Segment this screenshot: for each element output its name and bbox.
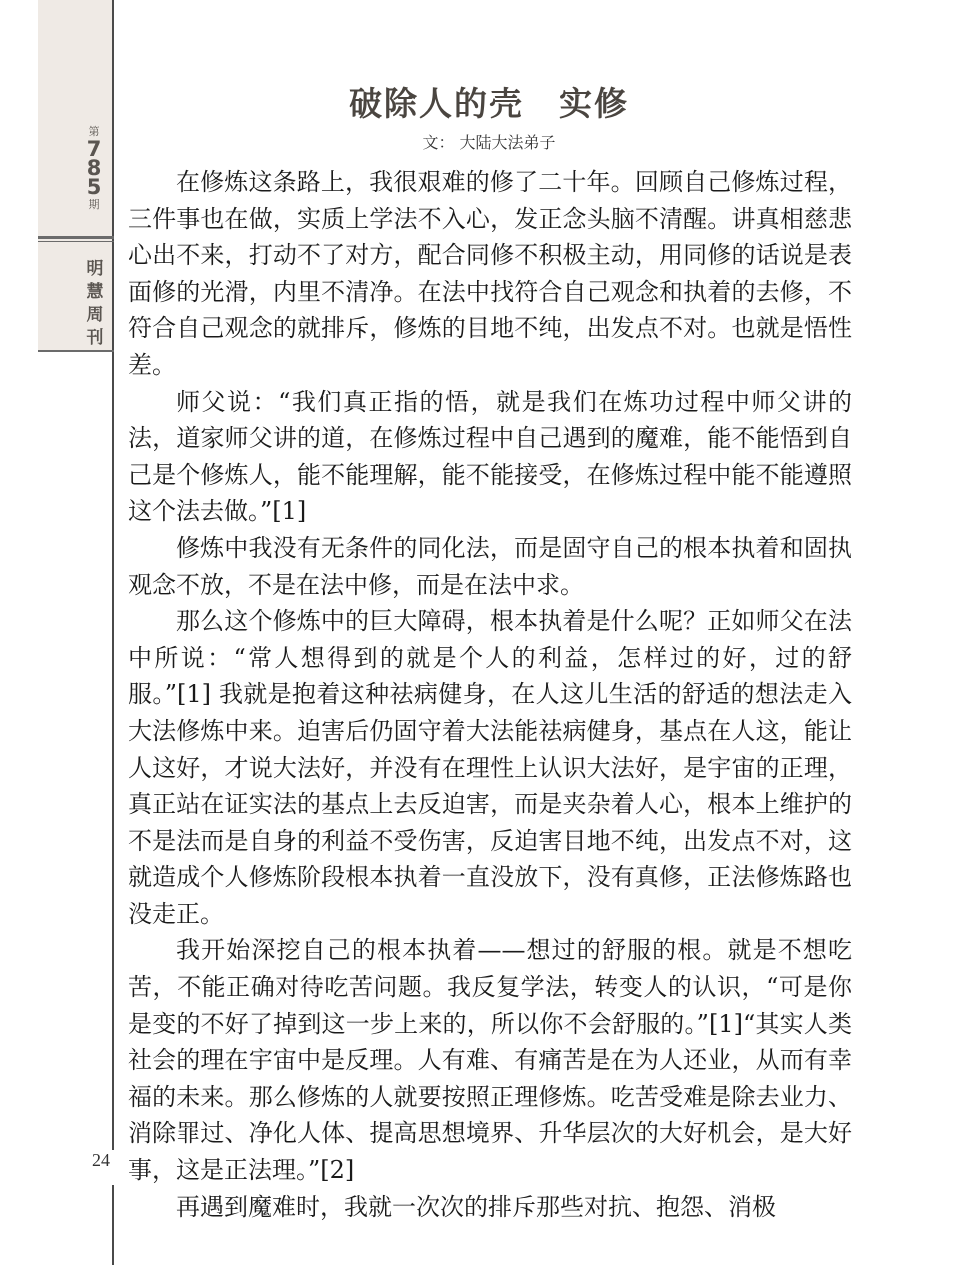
issue-digit: 8 — [86, 156, 102, 180]
issue-digit: 5 — [86, 175, 102, 199]
sidebar-divider-top-thin — [38, 241, 114, 242]
article-author: 文： 大陆大法弟子 — [422, 133, 556, 152]
article-title: 破除人的壳 实修 — [349, 84, 629, 123]
sidebar-divider-top — [38, 236, 114, 239]
paragraph: 在修炼这条路上，我很艰难的修了二十年。回顾自己修炼过程，三件事也在做，实质上学法不入心，发正念头脑不清醒。讲真相慈悲心出不来，打动不了对方，配合同修不积极主动，用同修的话说是表面修的光滑，内里不清净。在法中找符合自己观念和执着的去修，不符合自己观念的就排斥，修炼的目地不纯，出发点不对。也就是悟性差。 — [128, 168, 852, 379]
magazine-char: 周 — [86, 305, 104, 325]
issue-suffix: 期 — [88, 198, 100, 211]
issue-prefix: 第 — [88, 125, 100, 138]
issue-digit: 7 — [86, 137, 102, 161]
issue-number — [82, 124, 106, 213]
paragraph: 再遇到魔难时，我就一次次的排斥那些对抗、抱怨、消极 — [176, 1192, 776, 1221]
magazine-char: 慧 — [86, 282, 104, 302]
magazine-char: 刊 — [86, 328, 104, 348]
article-body — [128, 164, 852, 1225]
vertical-rule-lower — [112, 1185, 114, 1265]
paragraph: 我开始深挖自己的根本执着——想过的舒服的根。就是不想吃苦，不能正确对待吃苦问题。我反复学法，转变人的认识，“可是你是变的不好了掉到这一步上来的，所以你不会舒服的。”[1]“其实人类社会的理在宇宙中是反理。人有难、有痛苦是在为人还业，从而有幸福的未来。那么修炼的人就要按照正理修炼。吃苦受难是除去业力、消除罪过、净化人体、提高思想境界、升华层次的大好机会，是大好事，这是正法理。”[2] — [128, 936, 852, 1185]
magazine-char: 明 — [86, 259, 104, 279]
vertical-rule — [112, 0, 114, 1150]
paragraph: 师父说：“我们真正指的悟，就是我们在炼功过程中师父讲的法，道家师父讲的道，在修炼过程中自己遇到的魔难，能不能悟到自己是个修炼人，能不能理解，能不能接受，在修炼过程中能不能遵照这个法去做。”[1] — [128, 387, 852, 526]
paragraph: 修炼中我没有无条件的同化法，而是固守自己的根本执着和固执观念不放，不是在法中修，而是在法中求。 — [128, 533, 852, 599]
page-number: 24 — [92, 1150, 110, 1170]
paragraph: 那么这个修炼中的巨大障碍，根本执着是什么呢？正如师父在法中所说：“常人想得到的就是个人的利益，怎样过的好，过的舒服。”[1] 我就是抱着这种祛病健身，在人这儿生活的舒适的想法走入大法修炼中来。迫害后仍固守着大法能祛病健身，基点在人这，能让人这好，才说大法好，并没有在理性上认识大法好，是宇宙的正理，真正站在证实法的基点上去反迫害，而是夹杂着人心，根本上维护的不是法而是自身的利益不受伤害，反迫害目地不纯，出发点不对，这就造成个人修炼阶段根本执着一直没放下，没有真修，正法修炼路也没走正。 — [128, 607, 852, 928]
magazine-name — [84, 258, 106, 350]
sidebar-divider-bottom — [38, 350, 114, 352]
